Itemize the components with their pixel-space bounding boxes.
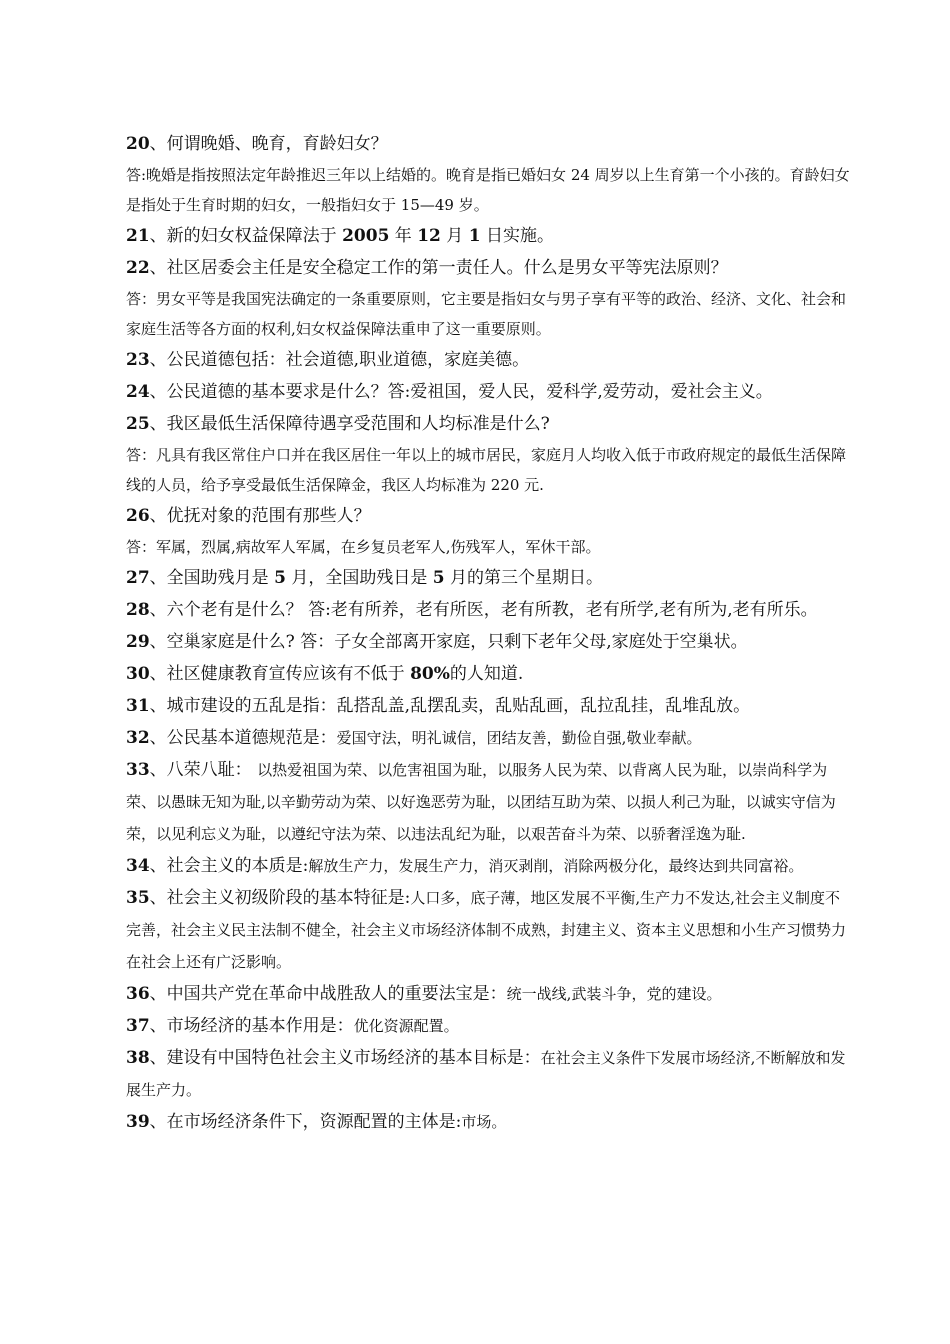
question-number: 23 [126,350,150,370]
question-21 [126,220,854,252]
answer-text: 爱国守法，明礼诚信，团结友善，勤俭自强,敬业奉献。 [336,729,702,747]
question-number: 33 [126,760,150,780]
question-28 [126,594,854,626]
month-value: 5 [432,568,445,588]
question-number: 31 [126,696,150,716]
question-text: 的人知道. [449,664,524,684]
month-value: 12 [417,226,441,246]
question-number: 22 [126,258,150,278]
question-30 [126,658,854,690]
month-value: 5 [274,568,286,588]
question-36 [126,978,854,1010]
question-38 [126,1042,854,1106]
question-number: 20 [126,134,150,154]
answer-22: 答：男女平等是我国宪法确定的一条重要原则，它主要是指妇女与男子享有平等的政治、经济、文化、社会和家庭生活等各方面的权利,妇女权益保障法重申了这一重要原则。 [126,290,847,338]
question-number: 25 [126,414,150,434]
question-text: 、社会主义的本质是: [149,856,309,876]
question-number: 26 [126,506,150,526]
question-text: 、市场经济的基本作用是： [149,1016,354,1036]
question-text: 、公民道德的基本要求是什么？答:爱祖国，爱人民，爱科学,爱劳动，爱社会主义。 [149,382,773,402]
question-text: 、空巢家庭是什么? 答：子女全部离开家庭，只剩下老年父母,家庭处于空巢状。 [149,632,748,652]
question-number: 28 [126,600,150,620]
question-text: 、全国助残月是 [149,568,275,588]
question-number: 32 [126,728,150,748]
answer-26: 答：军属，烈属,病故军人军属，在乡复员老军人,伤残军人，军休干部。 [126,538,601,556]
question-text: 、优抚对象的范围有那些人？ [149,506,371,526]
question-number: 27 [126,568,150,588]
question-text: 、城市建设的五乱是指：乱搭乱盖,乱摆乱卖，乱贴乱画，乱拉乱挂，乱堆乱放。 [149,696,751,716]
answer-text: 人口多，底子薄，地区发展不平衡,生产力不发达,社会主义制度不完善，社会主义民主法制不健全，社会主义市场经济体制不成熟，封建主义、资本主义思想和小生产习惯势力在社会上还有广泛影响。 [126,889,847,971]
question-text: 月，全国助残日是 [285,568,433,588]
day-value: 1 [468,226,481,246]
question-number: 24 [126,382,150,402]
question-24 [126,376,854,408]
question-number: 39 [126,1112,150,1132]
question-text: 日实施。 [480,226,554,246]
question-27 [126,562,854,594]
question-22 [126,252,854,284]
question-31 [126,690,854,722]
answer-text: 以热爱祖国为荣、以危害祖国为耻，以服务人民为荣、以背离人民为耻，以崇尚科学为荣、以愚昧无知为耻,以辛勤劳动为荣、以好逸恶劳为耻，以团结互助为荣、以损人利己为耻，以诚实守信为荣，以见利忘义为耻，以遵纪守法为荣、以违法乱纪为耻，以艰苦奋斗为荣、以骄奢淫逸为耻. [126,761,836,843]
question-37 [126,1010,854,1042]
question-number: 21 [126,226,150,246]
question-text: 、我区最低生活保障待遇享受范围和人均标准是什么? [149,414,550,434]
question-text: 、八荣八耻： [149,760,258,780]
question-text: 、六个老有是什么？ 答:老有所养，老有所医，老有所教，老有所学,老有所为,老有所乐。 [149,600,818,620]
question-20 [126,128,854,160]
question-text: 、社区居委会主任是安全稳定工作的第一责任人。什么是男女平等宪法原则？ [149,258,728,278]
question-23 [126,344,854,376]
question-text: 、公民基本道德规范是： [149,728,337,748]
question-32 [126,722,854,754]
question-text: 、中国共产党在革命中战胜敌人的重要法宝是： [149,984,507,1004]
question-26 [126,500,854,532]
question-number: 30 [126,664,150,684]
question-35 [126,882,854,978]
question-text: 月 [440,226,469,246]
question-text: 月的第三个星期日。 [444,568,603,588]
answer-20: 答:晚婚是指按照法定年龄推迟三年以上结婚的。晚育是指已婚妇女 24 周岁以上生育第一个小孩的。育龄妇女是指处于生育时期的妇女，一般指妇女于 15—49 岁。 [126,166,850,214]
question-text: 、新的妇女权益保障法于 [149,226,343,246]
question-text: 、社会主义初级阶段的基本特征是: [149,888,411,908]
document-page [126,128,854,1138]
question-text: 、何谓晚婚、晚育，育龄妇女？ [149,134,388,154]
question-25 [126,408,854,440]
question-text: 年 [389,226,418,246]
question-number: 38 [126,1048,150,1068]
question-number: 37 [126,1016,150,1036]
question-text: 、社区健康教育宣传应该有不低于 [149,664,411,684]
question-number: 34 [126,856,150,876]
question-number: 29 [126,632,150,652]
question-34 [126,850,854,882]
question-text: 、建设有中国特色社会主义市场经济的基本目标是： [149,1048,541,1068]
question-29 [126,626,854,658]
year-value: 2005 [342,226,390,246]
answer-text: 市场。 [461,1113,507,1131]
answer-text: 优化资源配置。 [353,1017,459,1035]
question-text: 、在市场经济条件下，资源配置的主体是: [149,1112,462,1132]
question-number: 36 [126,984,150,1004]
question-39 [126,1106,854,1138]
answer-25: 答：凡具有我区常住户口并在我区居住一年以上的城市居民，家庭月人均收入低于市政府规定的最低生活保障线的人员，给予享受最低生活保障金，我区人均标准为 220 元. [126,446,847,494]
answer-text: 统一战线,武装斗争，党的建设。 [506,985,722,1003]
percent-value: 80% [410,664,450,684]
question-text: 、公民道德包括：社会道德,职业道德，家庭美德。 [149,350,530,370]
answer-text: 解放生产力，发展生产力，消灭剥削，消除两极分化，最终达到共同富裕。 [308,857,804,875]
question-33 [126,754,854,850]
answer-text: 在社会主义条件下发展市场经济,不断解放和发展生产力。 [126,1049,846,1099]
question-number: 35 [126,888,150,908]
